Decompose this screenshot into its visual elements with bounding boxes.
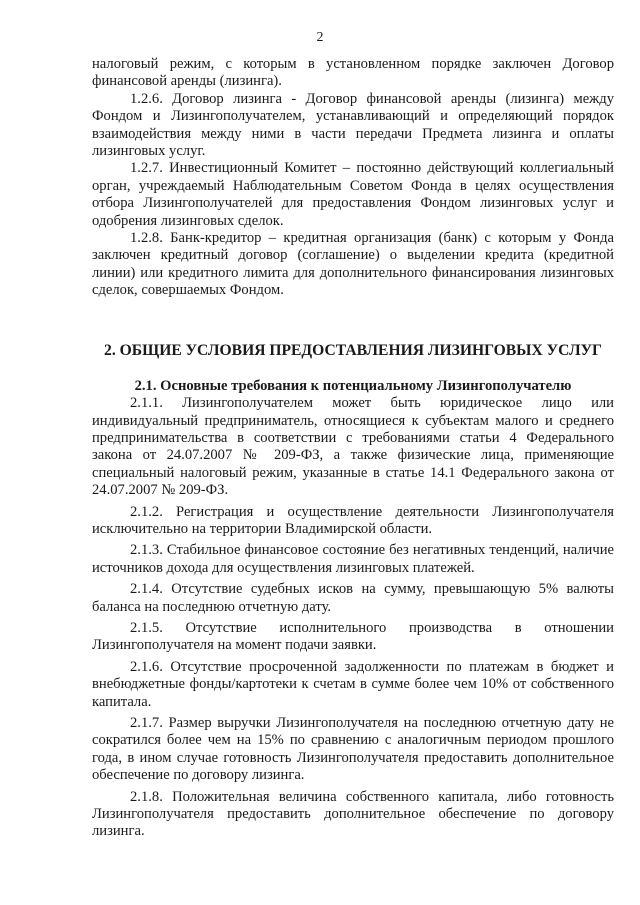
- paragraph-1-2-6: 1.2.6. Договор лизинга - Договор финансовой аренды (лизинга) между Фондом и Лизингополучателем, устанавливающий и определяющий порядок взаимодействия между ними в части передачи Предмета лизинга и оплаты лизинговых услуг.: [92, 90, 614, 160]
- page-number: 2: [316, 30, 324, 45]
- paragraph-continuation: налоговый режим, с которым в установленном порядке заключен Договор финансовой аренды (лизинга).: [92, 56, 614, 90]
- section-title: 2. ОБЩИЕ УСЛОВИЯ ПРЕДОСТАВЛЕНИЯ ЛИЗИНГОВЫХ УСЛУГ: [104, 341, 602, 359]
- paragraph-2-1-1: 2.1.1. Лизингополучателем может быть юридическое лицо или индивидуальный предприниматель, относящиеся к субъектам малого и среднего предпринимательства в соответствии с требованиями статьи 4 Федерального закона от 24.07.2007 № 209-ФЗ, а также физические лица, применяющие специальный налоговый режим, указанные в статье 14.1 Федерального закона от 24.07.2007 № 209-ФЗ.: [92, 395, 614, 499]
- document-body: [92, 56, 614, 841]
- paragraph-2-1-5: 2.1.5. Отсутствие исполнительного производства в отношении Лизингополучателя на момент подачи заявки.: [92, 619, 614, 654]
- paragraph-2-1-3: 2.1.3. Стабильное финансовое состояние без негативных тенденций, наличие источников дохода для осуществления лизинговых платежей.: [92, 542, 614, 576]
- paragraph-2-1-6: 2.1.6. Отсутствие просроченной задолженности по платежам в бюджет и внебюджетные фонды/картотеки к счетам в сумме более чем 10% от собственного капитала.: [92, 658, 614, 710]
- paragraph-2-1-8: 2.1.8. Положительная величина собственного капитала, либо готовность Лизингополучателя предоставить дополнительное обеспечение по договору лизинга.: [92, 788, 614, 840]
- subsection-title: 2.1. Основные требования к потенциальному Лизингополучателю: [134, 377, 572, 394]
- paragraph-2-1-7: 2.1.7. Размер выручки Лизингополучателя на последнюю отчетную дату не сократился более чем на 15% по сравнению с аналогичным периодом прошлого года, в ином случае готовность Лизингополучателя предоставить дополнительное обеспечение по договору лизинга.: [92, 715, 614, 784]
- paragraph-2-1-4: 2.1.4. Отсутствие судебных исков на сумму, превышающую 5% валюты баланса на последнюю отчетную дату.: [92, 581, 614, 615]
- paragraph-1-2-8: 1.2.8. Банк-кредитор – кредитная организация (банк) с которым у Фонда заключен кредитный договор (соглашение) о выделении кредита (кредитной линии) или кредитного лимита для дополнительного финансирования лизинговых сделок, совершаемых Фондом.: [92, 230, 614, 299]
- paragraph-2-1-2: 2.1.2. Регистрация и осуществление деятельности Лизингополучателя исключительно на территории Владимирской области.: [92, 503, 614, 537]
- paragraph-1-2-7: 1.2.7. Инвестиционный Комитет – постоянно действующий коллегиальный орган, учреждаемый Наблюдательным Советом Фонда в целях осуществления отбора Лизингополучателей для предоставления Фондом лизинговых услуг и одобрения лизинговых сделок.: [92, 160, 614, 229]
